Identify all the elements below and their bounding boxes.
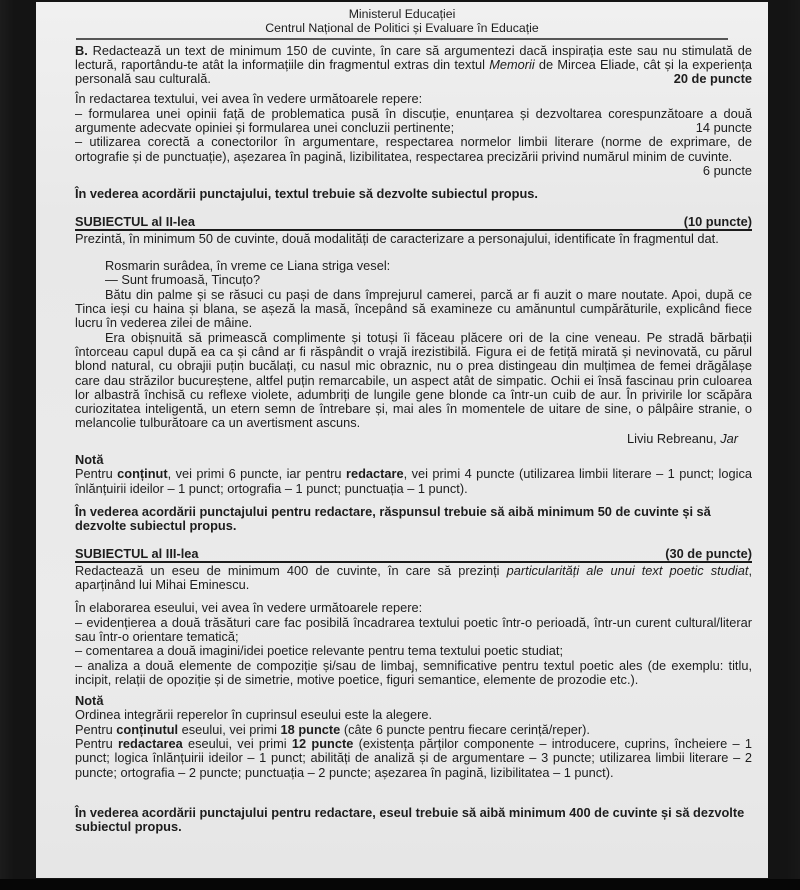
subject-3-task: Redactează un eseu de minimum 400 de cuvinte, în care să prezinți particularități ale unui text poetic studiat, aparținând lui Mihai Eminescu.	[75, 562, 752, 593]
subject-2-nota: Pentru conținut, vei primi 6 puncte, iar pentru redactare, vei primi 4 puncte (utilizarea limbii literare – 1 punct; logica înlănțuirii ideilor – 1 punct; ortografia – 1 punct; punctuația – 1 punct).	[75, 466, 752, 496]
subject-3-nota-line-1: Ordinea integrării reperelor în cuprinsul eseului este la alegere.	[75, 707, 433, 723]
subject-2-nota-label: Notă	[75, 452, 104, 468]
subject-3-heading	[75, 547, 752, 563]
section-b-item-1-text: – formularea unei opinii față de problematica pusă în discuție, enunțarea și dezvoltarea corespunzătoare a două argumente adecvate opiniei și formularea unei concluzii pertinente;	[75, 105, 752, 136]
attribution-author: Liviu Rebreanu,	[627, 430, 721, 446]
subject-2-heading	[75, 215, 752, 231]
subject-2-points: (10 puncte)	[683, 213, 752, 229]
subject-3-note: În vederea acordării punctajului pentru redactare, eseul trebuie să aibă minimum 400 de cuvinte și să dezvolte subiectul propus.	[75, 804, 745, 835]
fragment-paragraph: Bătu din palme și se răsuci cu pași de dans împrejurul camerei, parcă ar fi auzit o mare noutate. Apoi, după ce Tinca ieși cu haina și blana, se așeză la masă, începând să examineze cu amănuntul cumpărăturile, explicând fiece lucru în vederea zilei de mâine.	[75, 286, 752, 331]
fragment-paragraph: Rosmarin surâdea, în vreme ce Liana striga vesel:	[105, 258, 391, 274]
exam-document-page	[36, 2, 768, 878]
section-b-item-2-points: 6 puncte	[702, 162, 752, 178]
subject-3-repere-intro: În elaborarea eseului, vei avea în vedere următoarele repere:	[75, 600, 423, 616]
section-b-task	[75, 44, 752, 87]
section-b-item-1	[75, 107, 752, 136]
bottom-black-bar	[0, 879, 800, 890]
document-content	[36, 44, 768, 835]
section-b-points: 20 de puncte	[673, 71, 752, 87]
subject-3-item-1: – evidențierea a două trăsături care fac posibilă încadrarea textului poetic într-o perioadă, într-un curent cultural/literar sau într-o orientare tematică;	[75, 614, 752, 644]
subject-3-title: SUBIECTUL al III-lea	[75, 545, 199, 561]
section-b-note: În vederea acordării punctajului, textul trebuie să dezvolte subiectul propus.	[75, 186, 538, 202]
subject-3-nota-line-2: Pentru conținutul eseului, vei primi 18 puncte (câte 6 puncte pentru fiecare cerință/reper).	[75, 721, 590, 737]
literary-fragment	[75, 259, 752, 431]
subject-3-points: (30 de puncte)	[665, 545, 752, 561]
document-header	[76, 2, 728, 40]
section-b-task-text: B. Redactează un text de minimum 150 de cuvinte, în care să argumentezi dacă inspirația este sau nu stimulată de lectură, raportându-te atât la informațiile din fragmentul extras din textul Memorii de Mircea Eliade, cât și la experiența personală sau culturală.	[75, 42, 753, 87]
section-b-item-2	[75, 135, 752, 164]
subject-3-item-3: – analiza a două elemente de compoziție și/sau de limbaj, semnificative pentru textul poetic ales (de exemplu: titlu, incipit, relații de opoziție și de simetrie, motive poetice, figuri semantice, elemente de prozodie etc.).	[75, 657, 752, 687]
section-b-item-2-text: – utilizarea corectă a conectorilor în argumentare, respectarea normelor limbii literare (norme de exprimare, de ortografie și de punctuație), așezarea în pagină, lizibilitatea, respectarea precizării privind numărul minim de cuvinte.	[75, 134, 752, 164]
fragment-paragraph: Era obișnuită să primească complimente și totuși îi făceau plăcere ori de la cine veneau. Pe stradă bărbații întorceau capul după ea ca și când ar fi răspândit o vrajă irezistibilă. Figura ei de fetiță mirată și nevinovată, cu părul blond natural, cu obrajii puțin bucălați, cu nasul mic obraznic, nu o prea distingeau din mulțimea de femei drăgălașe care dau străzilor bucureștene, altfel puțin remarcabile, un aspect atât de simpatic. Ochii ei însă fascinau prin culoarea lor albastră închisă cu reflexe violete, adumbriți de lungile gene blonde ca într-un cuib de aur. În privirile lor scăpăra curiozitatea inteligentă, un etern semn de întrebare și, mai ales în momentele de uitare de sine, o pâlpâire stranie, o melancolie tulburătoare ca un avertisment ascuns.	[75, 329, 752, 431]
fragment-paragraph: — Sunt frumoasă, Tincuțo?	[105, 272, 261, 288]
subject-2-note: În vederea acordării punctajului pentru redactare, răspunsul trebuie să aibă minimum 50 de cuvinte și să dezvolte subiectul propus.	[75, 503, 711, 534]
subject-2-title: SUBIECTUL al II-lea	[75, 213, 195, 229]
subject-2-task: Prezintă, în minimum 50 de cuvinte, două modalități de caracterizare a personajului, identificate în fragmentul dat.	[75, 230, 719, 246]
center-title: Centrul Național de Politici și Evaluare în Educație	[265, 21, 539, 36]
subject-3-nota-line-3: Pentru redactarea eseului, vei primi 12 puncte (existența părților componente – introducere, cuprins, încheiere – 1 punct; logica înlănțuirii ideilor – 1 punct; abilități de analiză și de argumentare – 3 puncte; utilizarea limbii literare – 2 puncte; ortografia – 2 puncte; punctuația – 2 puncte; așezarea în pagină, lizibilitatea – 1 punct).	[75, 736, 752, 780]
section-b-item-1-points: 14 puncte	[695, 120, 752, 136]
section-b-repere-intro: În redactarea textului, vei avea în vedere următoarele repere:	[75, 91, 423, 107]
attribution-work-title: Jar	[720, 430, 738, 446]
subject-3-item-2: – comentarea a două imagini/idei poetice relevante pentru tema textului poetic studiat;	[75, 643, 564, 659]
subject-3-nota-label: Notă	[75, 693, 104, 709]
ministry-title: Ministerul Educației	[348, 7, 456, 21]
fragment-attribution	[75, 432, 738, 446]
